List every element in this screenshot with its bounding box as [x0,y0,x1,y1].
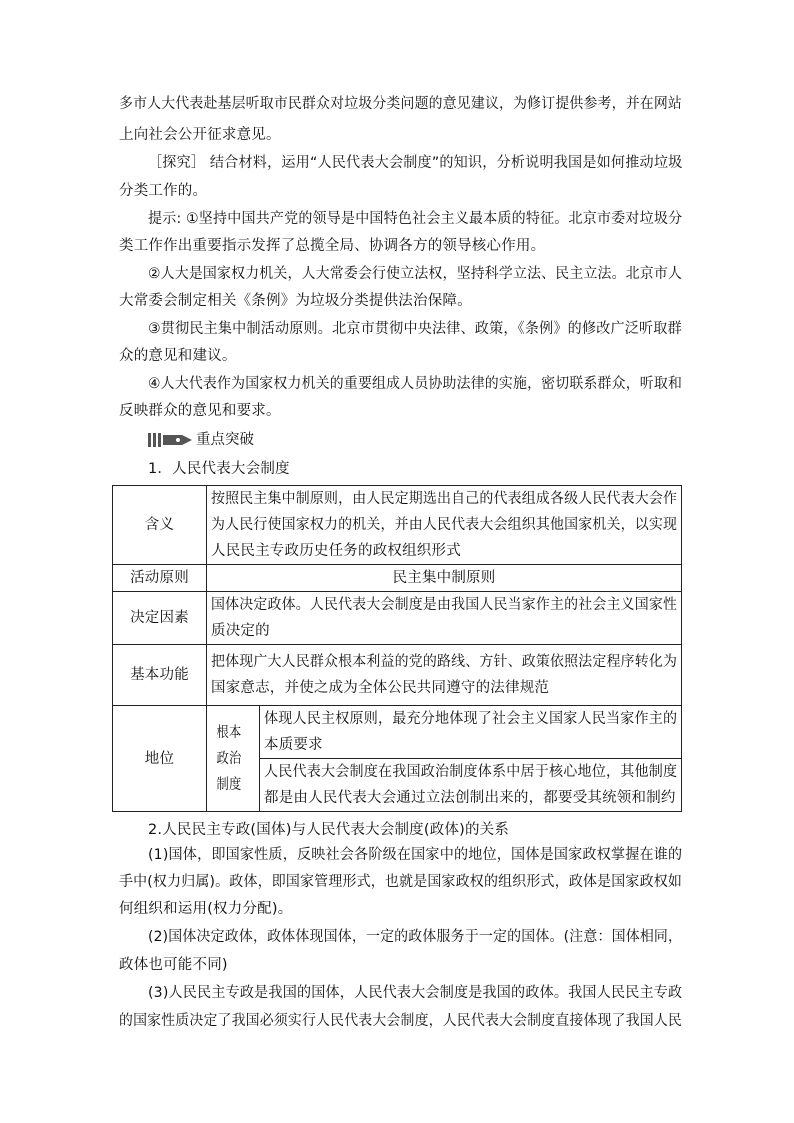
relation-line: 何组织和运用(权力分配)。 [119,901,293,917]
content-line: 体现人民主权原则，最充分地体现了社会主义国家人民当家作主的 [264,711,678,727]
content-line: 为人民行使国家权力的机关，并由人民代表大会组织其他国家机关，以实现 [211,517,678,533]
row-content [207,565,682,592]
hint-line: ②人大是国家权力机关，人大常委会行使立法权，坚持科学立法、民主立法。北京市人 [148,266,683,282]
sub-label-line: 政治 [216,750,242,767]
content-line: 民主集中制原则 [392,570,496,586]
content-line: 人民民主专政历史任务的政权组织形式 [211,543,461,559]
hint-line: 提示: ①坚持中国共产党的领导是中国特色社会主义最本质的特征。北京市委对垃圾分 [148,211,683,227]
hint-line: ③贯彻民主集中制活动原则。北京市贯彻中央法律、政策，《条例》的修改广泛听取群 [148,321,682,337]
intro-line: 多市人大代表赴基层听取市民群众对垃圾分类问题的意见建议，为修订提供参考，并在网站 [119,96,683,112]
npc-system-table [112,485,682,812]
sub-label-line: 制度 [216,776,242,793]
row-label: 决定因素 [113,592,207,645]
relation-line: (3)人民民主专政是我国的国体，人民代表大会制度是我国的政体。我国人民民主专政 [148,985,683,1001]
content-line: 按照民主集中制原则，由人民定期选出自己的代表组成各级人民代表大会作 [211,491,678,507]
content-line: 国家意志，并使之成为全体公民共同遵守的法律规范 [211,680,550,696]
table-row [113,565,682,592]
content-line: 国体决定政体。人民代表大会制度是由我国人民当家作主的社会主义国家性 [211,597,678,613]
explore-line: ［探究］ 结合材料，运用“人民代表大会制度”的知识，分析说明我国是如何推动垃圾 [148,155,683,171]
content-line: 质决定的 [211,623,270,639]
subheading: 2.人民民主专政(国体)与人民代表大会制度(政体)的关系 [148,822,510,838]
content-line: 人民代表大会制度在我国政治制度体系中居于核心地位，其他制度 [264,764,678,780]
table-row [113,645,682,706]
row-label: 基本功能 [113,645,207,706]
relation-line: 手中(权力归属)。政体，即国家管理形式，也就是国家政权的组织形式，政体是国家政权如 [119,874,683,890]
table-row [113,706,682,759]
section-heading [148,428,254,452]
row-content [260,759,682,812]
relation-line: 政体也可能不同) [119,957,228,973]
row-label: 活动原则 [113,565,207,592]
sub-label [207,706,260,812]
hint-line: 众的意见和建议。 [119,348,237,364]
content-line: 都是由人民代表大会通过立法创制出来的，都要受其统领和制约 [264,790,676,806]
table-row [113,486,682,565]
row-label: 地位 [113,706,207,812]
content-line: 本质要求 [264,737,323,753]
row-content [260,706,682,759]
section-heading-text: 重点突破 [196,432,254,448]
relation-line: (2)国体决定政体，政体体现国体，一定的政体服务于一定的国体。(注意：国体相同， [148,929,683,945]
row-content [207,645,682,706]
hint-line: ④人大代表作为国家权力机关的重要组成人员协助法律的实施，密切联系群众，听取和 [148,376,683,392]
relation-line: 的国家性质决定了我国必须实行人民代表大会制度，人民代表大会制度直接体现了我国人民 [119,1013,683,1029]
table-row [113,592,682,645]
row-label: 含义 [113,486,207,565]
explore-line: 分类工作的。 [119,183,208,199]
pen-nib-icon [148,429,194,451]
content-line: 把体现广大人民群众根本利益的党的路线、方针、政策依照法定程序转化为 [211,654,678,670]
hint-line: 类工作作出重要指示发挥了总揽全局、协调各方的领导核心作用。 [119,238,546,254]
hint-line: 反映群众的意见和要求。 [119,403,281,419]
row-content [207,592,682,645]
relation-line: (1)国体，即国家性质，反映社会各阶级在国家中的地位，国体是国家政权掌握在谁的 [148,847,683,863]
hint-line: 大常委会制定相关《条例》为垃圾分类提供法治保障。 [119,293,472,309]
intro-line: 上向社会公开征求意见。 [119,127,281,143]
sub-label-line: 根本 [216,724,242,741]
row-content [207,486,682,565]
subheading: 1．人民代表大会制度 [148,461,290,477]
